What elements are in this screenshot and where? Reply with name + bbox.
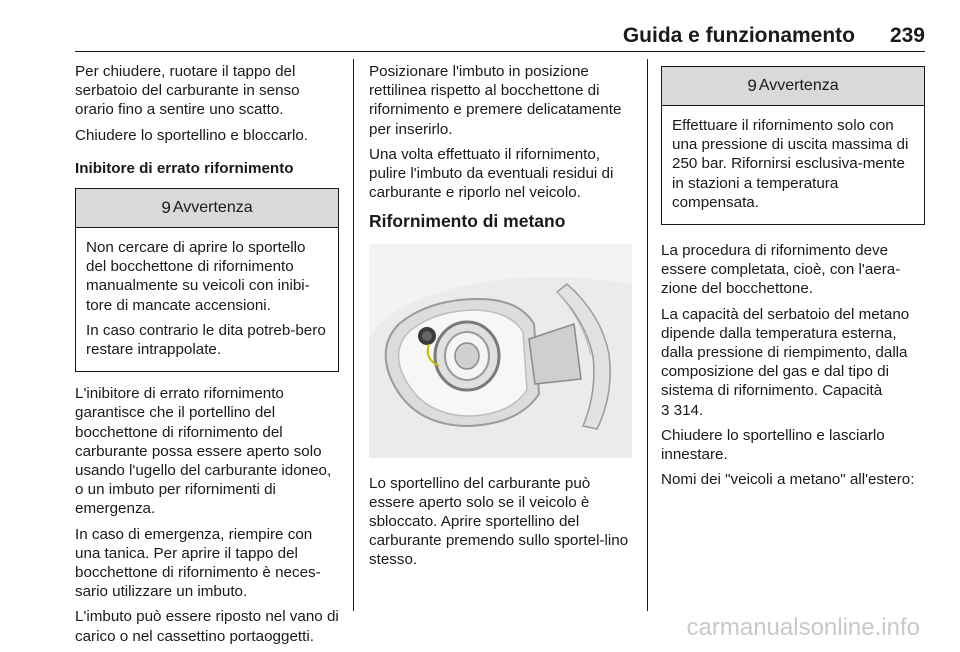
page-number: 239 (889, 24, 925, 47)
warning-text: Effettuare il rifornimento solo con una pressione di uscita massima di 250 bar. Rifornirsi esclusiva-mente in stazioni a temperatura compensata. (672, 117, 909, 211)
paragraph: Una volta effettuato il rifornimento, pulire l'imbuto da eventuali residui di carburante e riporlo nel veicolo. (369, 145, 614, 202)
column-1 (75, 62, 339, 652)
paragraph: La procedura di rifornimento deve essere completata, cioè, con l'aera-zione del bocchettone. (661, 242, 901, 298)
column-3 (661, 62, 925, 495)
paragraph: L'imbuto può essere riposto nel vano di carico o nel cassettino portaoggetti. (75, 608, 339, 645)
column-divider-1 (353, 59, 354, 611)
watermark: carmanualsonline.info (686, 614, 920, 641)
warning-box (75, 188, 339, 372)
warning-header (76, 189, 338, 228)
paragraph: Lo sportellino del carburante può essere aperto solo se il veicolo è sbloccato. Aprire sportellino del carburante premendo sullo sportel-lino stesso. (369, 474, 629, 569)
column-divider-2 (647, 59, 648, 611)
paragraph: In caso di emergenza, riempire con una tanica. Per aprire il tappo del bocchettone di rifornimento è neces-sario utilizzare un imbuto. (75, 525, 321, 601)
warning-title: Avvertenza (758, 77, 839, 95)
section-heading: Rifornimento di metano (369, 211, 566, 232)
subheading: Inibitore di errato rifornimento (75, 159, 294, 177)
fuel-filler-illustration (369, 244, 632, 458)
fuel-filler-photo (369, 244, 632, 458)
warning-box (661, 66, 925, 225)
page-header (75, 22, 925, 50)
warning-body (76, 228, 338, 371)
paragraph: Posizionare l'imbuto in posizione rettilinea rispetto al bocchettone di rifornimento e premere delicatamente per inserirlo. (369, 63, 622, 138)
paragraph: Chiudere lo sportellino e lasciarlo innestare. (661, 426, 885, 464)
header-rule (75, 51, 925, 52)
paragraph: Nomi dei "veicoli a metano" all'estero: (661, 471, 915, 489)
warning-header (662, 67, 924, 106)
page-reference-link[interactable]: 3 314. (661, 401, 704, 419)
warning-text: Non cercare di aprire lo sportello del bocchettone di rifornimento manualmente su veicoli con inibi-tore di mancate accensioni. (86, 239, 310, 314)
warning-title: Avvertenza (172, 199, 253, 217)
warning-icon: 9 (161, 198, 171, 218)
paragraph: Per chiudere, ruotare il tappo del serbatoio del carburante in senso orario fino a sentire uno scatto. (75, 63, 300, 119)
warning-body (662, 106, 924, 224)
warning-icon: 9 (747, 76, 757, 96)
paragraph: L'inibitore di errato rifornimento garantisce che il portellino del bocchettone di rifornimento del carburante possa essere aperto solo usando l'ugello del carburante idoneo, o un imbuto per rifornimenti di emergenza. (75, 385, 332, 518)
paragraph-text: La capacità del serbatoio del metano dipende dalla temperatura esterna, dalla pressione di riempimento, dalla composizione del gas e dal tipo di sistema di rifornimento. Capacità (661, 305, 910, 400)
column-2 (369, 62, 633, 576)
section-title: Guida e funzionamento (622, 24, 855, 47)
paragraph: Chiudere lo sportellino e bloccarlo. (75, 126, 309, 144)
paragraph (661, 305, 925, 420)
warning-text: In caso contrario le dita potreb-bero restare intrappolate. (86, 321, 326, 359)
